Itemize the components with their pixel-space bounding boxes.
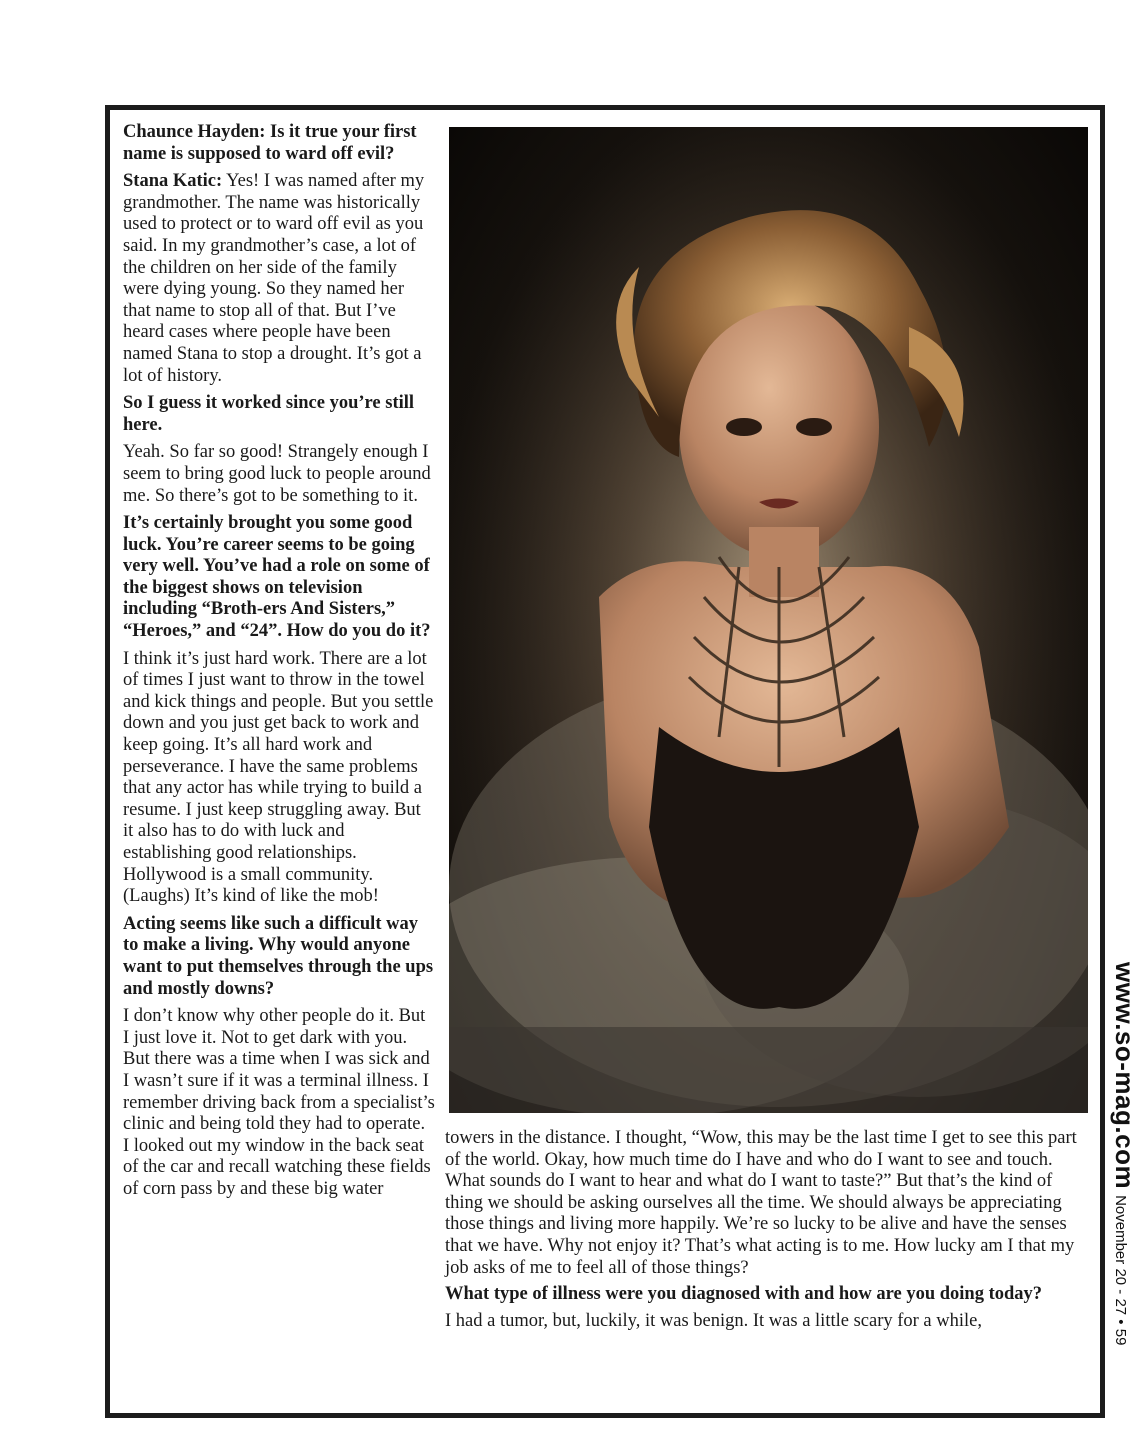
question: Chaunce Hayden: Is it true your first name is supposed to ward off evil? — [123, 122, 417, 164]
answer-text: Yes! I was named after my grandmother. The name was historically used to protect or to ward off evil as you said. In my grandmother’s case, a lot of the children on her side of the family were dying young. So they named her that name to stop all of that. But I’ve heard cases where people have been named Stana to stop a drought. It’s got a lot of history. — [123, 171, 425, 386]
speaker-label: Stana Katic: — [123, 171, 223, 192]
issue-info: November 20 - 27 • 59 — [1112, 1195, 1129, 1346]
answer: I think it’s just hard work. There are a lot of times I just want to throw in the towel and kick things and people. But you settle down and you just get back to work and keep going. It’s all hard work and perseverance. I have the same problems that any actor has while trying to build a resume. I just keep struggling away. But it also has to do with luck and establishing good relationships. Hollywood is a small community. (Laughs) It’s kind of like the mob! — [123, 648, 434, 907]
portrait-illustration — [449, 127, 1088, 1113]
answer: towers in the distance. I thought, “Wow, this may be the last time I get to see this part of the world. Okay, how much time do I have and who do I want to see and touch. What sounds do I want to hear and what do I want to taste?” But that’s the kind of thing we should be asking ourselves all the time. We should always be appreciating those things and living more happily. We’re so lucky to be alive and have the senses that we have. Why not enjoy it? That’s what acting is to me. How lucky am I that my job asks of me to feel all of those things? — [445, 1128, 1077, 1278]
portrait-photo — [449, 127, 1088, 1113]
website-url[interactable]: www.so-mag.com — [1110, 962, 1140, 1190]
left-column — [123, 122, 435, 1207]
answer: I don’t know why other people do it. But I just love it. Not to get dark with you. But there was a time when I was sick and I wasn’t sure if it was a terminal illness. I remember driving back from a specialist’s clinic and being told they had to operate. I looked out my window in the back seat of the car and recall watching these fields of corn pass by and these big water — [123, 1006, 435, 1199]
question: What type of illness were you diagnosed with and how are you doing today? — [445, 1284, 1043, 1305]
question: Acting seems like such a difficult way to make a living. Why would anyone want to put themselves through the ups and mostly downs? — [123, 913, 434, 999]
footer-vertical — [1110, 962, 1140, 1422]
footer-rotated — [1109, 962, 1140, 1422]
answer — [123, 171, 435, 387]
right-column — [445, 1128, 1090, 1337]
answer: Yeah. So far so good! Strangely enough I seem to bring good luck to people around me. So there’s got to be something to it. — [123, 442, 431, 506]
question: It’s certainly brought you some good luck. You’re career seems to be going very well. You’ve had a role on some of the biggest shows on television including “Broth-ers And Sisters,” “Heroes,” and “24”. How do you do it? — [123, 513, 431, 642]
answer: I had a tumor, but, luckily, it was benign. It was a little scary for a while, — [445, 1310, 982, 1331]
question: So I guess it worked since you’re still here. — [123, 393, 415, 435]
